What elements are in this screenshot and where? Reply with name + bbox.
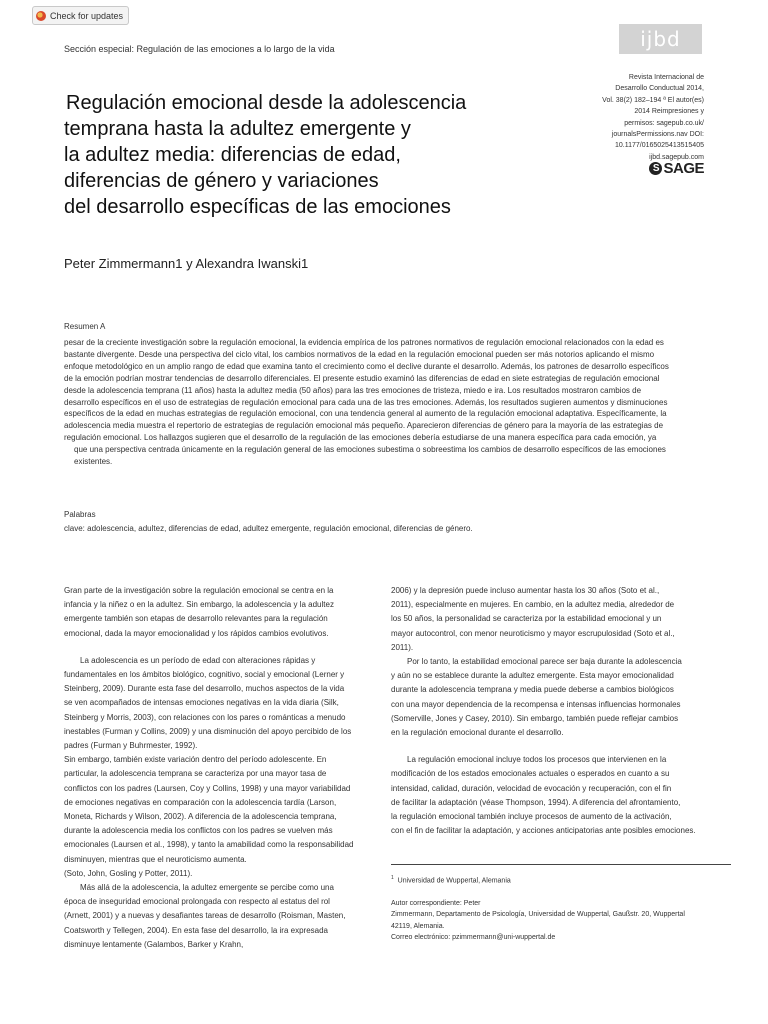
abstract-line: de la emoción podrían mostrar tendencias de desarrollo diferenciales. El presente estudio examinó las diferencias de edad en siete estrategias de regulación emocional xyxy=(64,373,660,383)
pub-info-line: Desarrollo Conductual 2014, xyxy=(615,85,704,93)
abstract-heading: Resumen A xyxy=(64,322,106,331)
keywords: clave: adolescencia, adultez, diferencias de edad, adultez emergente, regulación emocional, diferencias de género. xyxy=(64,524,473,533)
pub-info-line: 2014 Reimpresiones y xyxy=(634,108,704,116)
body-line: modificación de los estados emocionales actuales o esperados en cuanto a su xyxy=(391,769,670,779)
journal-logo: ijbd xyxy=(619,24,702,54)
body-line: Sin embargo, también existe variación dentro del período adolescente. En xyxy=(64,755,327,765)
footnote-divider xyxy=(391,864,731,865)
abstract-line: adolescencia media muestra el repertorio de estrategias de regulación emocional más pequeño. Aparecieron diferencias de género para la mayoría de las estrategias de xyxy=(64,421,664,431)
abstract-line: regulación emocional. Los hallazgos sugieren que el desarrollo de la regulación de las emociones debería estudiarse de una manera específica para cada emoción, ya xyxy=(64,433,657,443)
pub-info-line: journalsPermissions.nav DOI: xyxy=(611,131,704,139)
body-line: mayor autocontrol, con menor neuroticismo y mayor escrupulosidad (Soto et al., xyxy=(391,628,675,638)
body-line: época de inseguridad emocional prolongada con respecto al estatus del rol xyxy=(64,897,330,907)
abstract-line: enfoque metodológico en un amplio rango de edad que examina tanto el crecimiento como el declive durante el desarrollo. Además, los patrones de desarrollo específicos xyxy=(64,361,669,371)
authors: Peter Zimmermann1 y Alexandra Iwanski1 xyxy=(64,256,309,271)
body-line: la regulación emocional también incluye procesos de aumento de la activación, xyxy=(391,812,672,822)
abstract-line: existentes. xyxy=(74,457,113,467)
pub-info-line: Vol. 38(2) 182–194 ª El autor(es) xyxy=(602,96,704,104)
title-line: temprana hasta la adultez emergente y xyxy=(64,118,411,140)
body-line: disminuyen, mientras que el neuroticismo aumenta. xyxy=(64,854,247,864)
crossmark-icon xyxy=(36,11,46,21)
correspondence-email: Correo electrónico: pzimmermann@uni-wuppertal.de xyxy=(391,934,556,942)
body-line: los 50 años, la personalidad se caracteriza por la estabilidad emocional y un xyxy=(391,614,662,624)
body-line: (Somerville, Jones y Casey, 2010). Sin embargo, también puede reflejar cambios xyxy=(391,713,679,723)
body-line: en la regulación emocional durante el desarrollo. xyxy=(391,728,564,738)
body-line: emergente también son etapas de desarrollo relevantes para la regulación xyxy=(64,614,328,624)
body-line: Más allá de la adolescencia, la adultez emergente se percibe como una xyxy=(80,883,334,893)
pub-info-line: permisos: sagepub.co.uk/ xyxy=(624,119,704,127)
keywords-heading: Palabras xyxy=(64,510,96,519)
body-line: de facilitar la adaptación (véase Thompson, 1994). A diferencia del afrontamiento, xyxy=(391,797,681,807)
body-line: Coatsworth y Tellegen, 2004). En esta fase del desarrollo, la ira expresada xyxy=(64,925,329,935)
paragraph-gap xyxy=(391,740,721,753)
affiliation: Universidad de Wuppertal, Alemania xyxy=(397,877,511,885)
check-for-updates-button[interactable] xyxy=(32,6,129,25)
pub-info-line: Revista Internacional de xyxy=(628,74,704,81)
affiliation-note xyxy=(391,873,731,887)
publisher-name: SAGE xyxy=(663,160,704,177)
footnote-marker: 1 xyxy=(391,875,394,881)
abstract-line: desarrollo específicos en el uso de estrategias de regulación emocional para cada una de las tres emociones. Además, los resultados sugieren aumentos y disminuciones xyxy=(64,397,668,407)
body-line: padres (Furman y Buhrmester, 1992). xyxy=(64,741,198,751)
body-column-left xyxy=(64,584,384,952)
publisher-logo xyxy=(649,160,704,177)
body-line: durante la adolescencia temprana y media puede deberse a cambios biológicos xyxy=(391,685,674,695)
abstract xyxy=(64,337,704,468)
abstract-line: pesar de la creciente investigación sobre la regulación emocional, la evidencia empírica de los patrones normativos de regulación emocional relacionados con la edad es xyxy=(64,338,664,347)
body-line: de emociones negativas en comparación con la adolescencia tardía (Larson, xyxy=(64,797,337,807)
sage-s-icon: S xyxy=(649,162,662,175)
body-line: 2011), especialmente en mujeres. En cambio, en la adultez media, alrededor de xyxy=(391,600,675,610)
check-for-updates-label: Check for updates xyxy=(50,10,124,21)
body-line: particular, la adolescencia temprana se caracteriza por una mayor tasa de xyxy=(64,769,327,779)
body-line: La adolescencia es un período de edad con alteraciones rápidas y xyxy=(80,655,316,665)
article-title xyxy=(64,90,524,220)
body-line: Steinberg, 2009). Durante esta fase del desarrollo, muchos aspectos de la vida xyxy=(64,684,345,694)
title-line: diferencias de género y variaciones xyxy=(64,170,379,192)
abstract-line: bastante divergente. Desde una perspectiva del ciclo vital, los cambios normativos de la edad en la regulación emocional pueden ser más notorios aplicando el mismo xyxy=(64,349,655,359)
body-line: y aún no se establece durante la adultez emergente. Esta mayor emocionalidad xyxy=(391,671,674,681)
body-line: Gran parte de la investigación sobre la regulación emocional se centra en la xyxy=(64,586,334,595)
body-line: inestables (Furman y Collins, 2009) y una disminución del apoyo percibido de los xyxy=(64,726,352,736)
body-line: intensidad, calidad, duración, velocidad de evocación y recuperación, con el fin xyxy=(391,783,672,793)
body-line: disminuye lentamente (Galambos, Barker y Krahn, xyxy=(64,939,244,949)
correspondence-line: 42119, Alemania. xyxy=(391,922,445,930)
correspondence-line: Autor correspondiente: Peter xyxy=(391,899,481,907)
body-line: durante la adolescencia media los conflictos con los padres se vuelven más xyxy=(64,826,333,836)
paragraph-gap xyxy=(64,641,384,654)
body-line: conflictos con los padres (Laursen, Coy y Collins, 1998) y una mayor variabilidad xyxy=(64,783,351,793)
title-line: la adultez media: diferencias de edad, xyxy=(64,144,401,166)
section-label: Sección especial: Regulación de las emociones a lo largo de la vida xyxy=(64,44,335,54)
abstract-line: específicos de la edad en muchas estrategias de regulación emocional, con una tendencia general al aumento de la regulación emocional adaptativa. Específicamente, la xyxy=(64,409,667,419)
body-line: Steinberg y Morris, 2003), con relaciones con los pares o románticas a menudo xyxy=(64,712,346,722)
body-line: 2006) y la depresión puede incluso aumentar hasta los 30 años (Soto et al., xyxy=(391,586,660,595)
abstract-line: que una perspectiva centrada únicamente en la regulación general de las emociones subestima o sobreestima los cambios de desarrollo específicos de las emociones xyxy=(74,445,666,455)
body-line: emocionales (Laursen et al., 1998), y tanto la amabilidad como la responsabilidad xyxy=(64,840,354,850)
body-line: emocional, dada la mayor emocionalidad y los rápidos cambios evolutivos. xyxy=(64,628,329,638)
body-line: (Soto, John, Gosling y Potter, 2011). xyxy=(64,868,193,878)
body-line: infancia y la niñez o en la adultez. Sin embargo, la adolescencia y la adultez xyxy=(64,600,334,610)
correspondence-line: Zimmermann, Departamento de Psicología, Universidad de Wuppertal, Gaußstr. 20, Wuppertal xyxy=(391,911,685,919)
body-line: fundamentales en los ámbitos biológico, cognitivo, social y emocional (Lerner y xyxy=(64,670,345,680)
pub-info-line: 10.1177/0165025413515405 xyxy=(614,142,704,150)
body-line: La regulación emocional incluye todos los procesos que intervienen en la xyxy=(407,755,667,765)
body-line: Moneta, Richards y Wilson, 2002). A diferencia de la adolescencia temprana, xyxy=(64,812,337,822)
body-line: Por lo tanto, la estabilidad emocional parece ser baja durante la adolescencia xyxy=(407,657,682,667)
publication-info xyxy=(504,72,704,163)
body-line: con el fin de facilitar la adaptación, y acciones anticipatorias ante posibles emociones. xyxy=(391,826,696,836)
body-line: con una mayor dependencia de la recompensa e intensas influencias hormonales xyxy=(391,699,681,709)
body-line: se ven acompañados de intensas emociones negativas en la vida diaria (Silk, xyxy=(64,698,339,708)
body-line: (Arnett, 2001) y a nuevas y desafiantes tareas de desarrollo (Roisman, Masten, xyxy=(64,911,346,921)
footnotes xyxy=(391,873,731,944)
body-column-right xyxy=(391,584,721,838)
pub-info-line: ijbd.sagepub.com xyxy=(649,153,704,161)
title-line: Regulación emocional desde la adolescencia xyxy=(66,92,467,114)
abstract-line: desde la adolescencia temprana (11 años) hasta la adultez media (50 años) para las tres emociones de tristeza, miedo e ira. Los resultados mostraron cambios de xyxy=(64,385,642,395)
title-line: del desarrollo específicas de las emociones xyxy=(64,196,451,218)
body-line: 2011). xyxy=(391,642,414,652)
